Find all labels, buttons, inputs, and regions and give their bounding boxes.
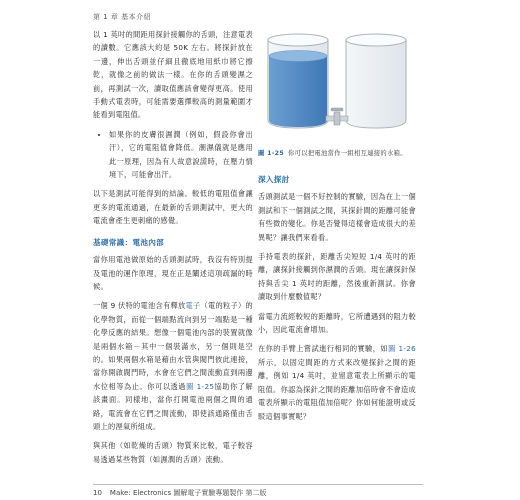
section-heading: 深入探討 <box>258 175 290 184</box>
left-column <box>93 28 253 472</box>
right-column <box>258 28 416 429</box>
figure-reference-1-25: 圖 1-25 <box>186 381 215 391</box>
text-run: （電的粒子）的化學物質，而從一個端點流向到另一端點是一種化學反應的結果。想像一個電池內部的裝置就像是兩個水箱－其中一個裝滿水，另一個則是空的。如果兩個水箱是藉由水管與閥門彼此連接，當你開啟閥門時，水會在它們之間流動直到兩邊水位相等為止。你可以透過 <box>93 301 253 391</box>
pipe-valve <box>326 108 348 125</box>
paragraph-conclusion: 以下是測試可能得到的結論。較低的電阻值會讓更多的電流通過，在最新的舌頭測試中，更大的電流會產生更刺痛的感覺。 <box>93 189 253 226</box>
figure-water-tanks <box>258 28 416 144</box>
book-title: Make: Electronics 圖解電子實驗專題製作 第二版 <box>109 489 267 497</box>
bullet-list <box>93 128 253 182</box>
bullet-item-skin: • 如果你的皮膚很濕潤（例如，假設你會出汗），它的電阻值會降低。潮濕儀就是應用此一原理，因為有人故意說謊時，在壓力情境下，可能會出汗。 <box>109 128 253 182</box>
right-tank <box>346 34 406 128</box>
paragraph-arm-test <box>258 342 416 422</box>
sidebar-paragraph-3: 與其他（如乾燥的舌頭）物質來比較，電子較容易透過某些物質（如濕潤的舌頭）流動。 <box>93 441 253 464</box>
sidebar-title: 基礎常識：電池內部 <box>93 237 165 247</box>
caption-number: 圖 1-25 <box>258 150 285 157</box>
paragraph-shorter-distance: 當電力流經較短的距離時，它所遭遇到的阻力較小，因此電流會增加。 <box>258 311 416 335</box>
paragraph-uncontrolled: 舌頭測試是一個不好控制的實驗，因為在上一個測試和下一個測試之間，其探針間的距離可能會有些微的變化。你是否覺得這樣會造成很大的差異呢？讓我們來看看。 <box>258 192 416 242</box>
text-run: 協助你了解該畫面。同樣地，當你打開電池兩個之間的通路，電流會在它們之間流動，即使該通路僅由舌頭上的溼氣所組成。 <box>93 381 253 431</box>
left-tank <box>268 34 328 128</box>
caption-text: 你可以把電池當作一組相互連接的水箱。 <box>288 150 407 157</box>
footer-rule <box>93 484 423 485</box>
paragraph-probe-distance: 手持電表的探針，距離舌尖短短 1/4 英吋的距離，讓探針接觸到你濕潤的舌頭。現在讓探針保持與舌尖 1 英吋的距離，然後重新測試。你會讀取到什麼數值呢？ <box>258 252 416 302</box>
page-footer <box>93 488 267 498</box>
text-run: 在你的手臂上嘗試進行相同的實驗，如 <box>258 344 389 354</box>
water-tanks-illustration <box>258 28 416 144</box>
term-electron: 電子 <box>185 301 201 311</box>
text-run: 一個 9 伏特的電池含有釋放 <box>93 301 186 311</box>
page-number: 10 <box>93 489 102 497</box>
figure-caption <box>258 149 416 159</box>
text-run: 所示，以固定間距的方式來改變探針之間的距離，例如 1/4 英吋，並留意電表上所顯示的電阻值。你認為探針之間的距離加倍時會不會造成電表所顯示的電阻值加倍呢？你如何能證明或反駁這個事實呢？ <box>258 357 416 421</box>
running-head: 第 1 章 基本介紹 <box>93 13 152 21</box>
paragraph-tongue-test: 以 1 英吋的間距用探針接觸你的舌頭，注意電表的讀數。它應該大約是 50K 左右。將探針放在一邊，伸出舌頭並仔細且徹底地用紙巾將它擦乾，就像之前的做法一樣。在你的舌頭變濕之前，再測試一次，讀取值應該會變得更高。使用手動式電表時，可能需要選擇較高的測量範圍才能看到電阻值。 <box>93 30 253 120</box>
sidebar-paragraph-2 <box>93 299 253 433</box>
figure-reference-1-26: 圖 1-26 <box>388 344 416 354</box>
sidebar-paragraph-1: 當你用電池做原始的舌頭測試時，我沒有特別提及電池的運作原理，現在正是闡述這項疏漏的時候。 <box>93 255 253 291</box>
